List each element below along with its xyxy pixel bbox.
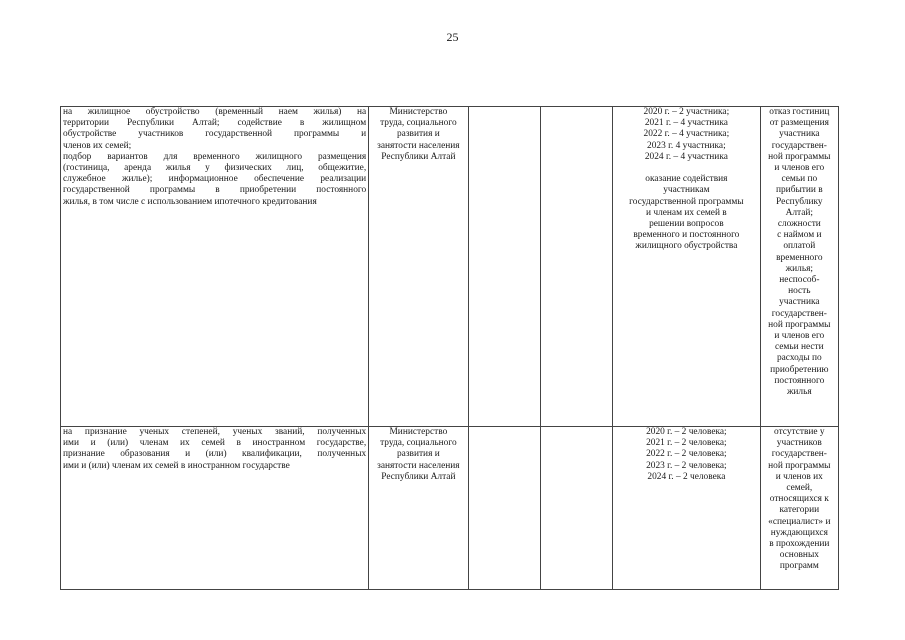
risk-line: с наймом и (777, 230, 822, 241)
risk-line: относящихся к (769, 494, 829, 505)
risk-line: категории (779, 505, 820, 516)
target-line: 2021 г. – 2 человека; (646, 438, 727, 449)
target-line: 2020 г. – 2 человека; (646, 427, 727, 437)
executor-line: труда, социального (380, 118, 457, 129)
description-line: на признание ученых степеней, ученых званий, полученных (63, 427, 367, 437)
target-line: участникам (663, 185, 710, 196)
risk-line: семей, (786, 483, 813, 494)
executor-cell (369, 427, 468, 590)
description-line: служебное жилье); информационное обеспечение реализации (63, 174, 367, 185)
description-line: ими и (или) членам их семей в иностранном государстве, (63, 438, 367, 449)
risk-line: жилья; (785, 263, 814, 274)
risk-line: программ (779, 561, 819, 572)
description-line: признание образования и (или) квалификации, полученных (63, 449, 367, 460)
target-line: государственной программы (629, 196, 744, 207)
table-row (61, 427, 839, 590)
target-indicator-cell (613, 107, 761, 427)
risk-line: участников (776, 438, 822, 449)
executor-line: Министерство (389, 107, 448, 117)
risk-line: и членов их (775, 471, 823, 482)
description-line: (гостиница, аренда жилья у физических лиц, общежитие, (63, 163, 367, 174)
target-line: 2021 г. – 4 участника (644, 118, 728, 129)
target-line: временного и постоянного (633, 230, 740, 241)
executor-line: Республики Алтай (381, 151, 456, 162)
description-cell (61, 427, 369, 590)
target-line: 2024 г. – 2 человека (647, 471, 726, 482)
risk-line: участника (779, 129, 820, 140)
description-cell (61, 107, 369, 427)
empty-cell (468, 427, 540, 590)
target-line: 2022 г. – 2 человека; (646, 449, 727, 460)
risk-line: основных (779, 550, 819, 561)
table-row (61, 107, 839, 427)
risk-line: ной программы (768, 151, 831, 162)
risk-line: сложности (777, 219, 821, 230)
description-line: территории Республики Алтай; содействие в жилищном (63, 118, 367, 129)
target-line: 2022 г. – 4 участника; (643, 129, 730, 140)
description-line: жилья, в том числе с использованием ипотечного кредитования (63, 196, 317, 207)
risk-line: ной программы (768, 460, 831, 471)
risk-line: и членов его (774, 163, 825, 174)
risk-line: Алтай; (785, 207, 814, 218)
description-line: государственной программы в приобретении постоянного (63, 185, 367, 196)
risk-line: участника (779, 297, 820, 308)
risk-line: нуждающихся (770, 527, 828, 538)
risk-line: семьи нести (774, 342, 824, 353)
executor-line: развития и (396, 129, 440, 140)
target-line: 2020 г. – 2 участника; (643, 107, 730, 117)
empty-cell (468, 107, 540, 427)
risk-line: неспособ- (779, 275, 820, 286)
description-line: обустройстве участников государственной программы и (63, 129, 367, 140)
risk-cell (760, 427, 838, 590)
executor-line: Республики Алтай (381, 471, 456, 482)
risk-line: семьи по (781, 174, 818, 185)
risk-line: отсутствие у (774, 427, 825, 437)
target-line: оказание содействия (645, 174, 728, 185)
risk-line: оплатой (783, 241, 816, 252)
target-line: 2023 г. – 2 человека; (646, 460, 727, 471)
risk-line: ной программы (768, 319, 831, 330)
risk-line: приобретению (770, 364, 829, 375)
executor-line: труда, социального (380, 438, 457, 449)
risk-line: отказ гостиниц (769, 107, 830, 117)
risk-line: от размещения (769, 118, 829, 129)
risk-line: и членов его (774, 331, 825, 342)
blank-line (615, 163, 758, 174)
risk-line: в прохождении (769, 539, 830, 550)
risk-line: государствен- (771, 449, 827, 460)
description-line: на жилищное обустройство (временный наем жилья) на (63, 107, 367, 117)
description-line: подбор вариантов для временного жилищного размещения (63, 151, 367, 162)
risk-line: прибытии в (775, 185, 823, 196)
description-line: членов их семей; (63, 140, 132, 151)
risk-line: ность (788, 286, 811, 297)
executor-line: занятости населения (377, 140, 460, 151)
page-number: 25 (446, 30, 459, 44)
risk-line: Республику (776, 196, 823, 207)
risk-cell (760, 107, 838, 427)
target-line: и членам их семей в (646, 207, 727, 218)
target-line: жилищного обустройства (635, 241, 738, 252)
target-line: 2023 г. 4 участника; (647, 140, 726, 151)
executor-line: развития и (396, 449, 440, 460)
target-line: решении вопросов (649, 219, 724, 230)
risk-line: жилья (786, 387, 812, 398)
risk-line: временного (776, 252, 823, 263)
empty-cell (540, 427, 612, 590)
risk-line: расходы по (776, 353, 822, 364)
executor-line: занятости населения (377, 460, 460, 471)
empty-cell (540, 107, 612, 427)
description-line: ими и (или) членам их семей в иностранном государстве (63, 460, 290, 471)
risk-line: государствен- (771, 308, 827, 319)
risk-line: «специалист» и (768, 516, 831, 527)
executor-line: Министерство (389, 427, 448, 437)
program-table (60, 106, 839, 590)
target-line: 2024 г. – 4 участника (644, 151, 728, 162)
executor-cell (369, 107, 468, 427)
risk-line: постоянного (774, 375, 825, 386)
risk-line: государствен- (771, 140, 827, 151)
target-indicator-cell (613, 427, 761, 590)
